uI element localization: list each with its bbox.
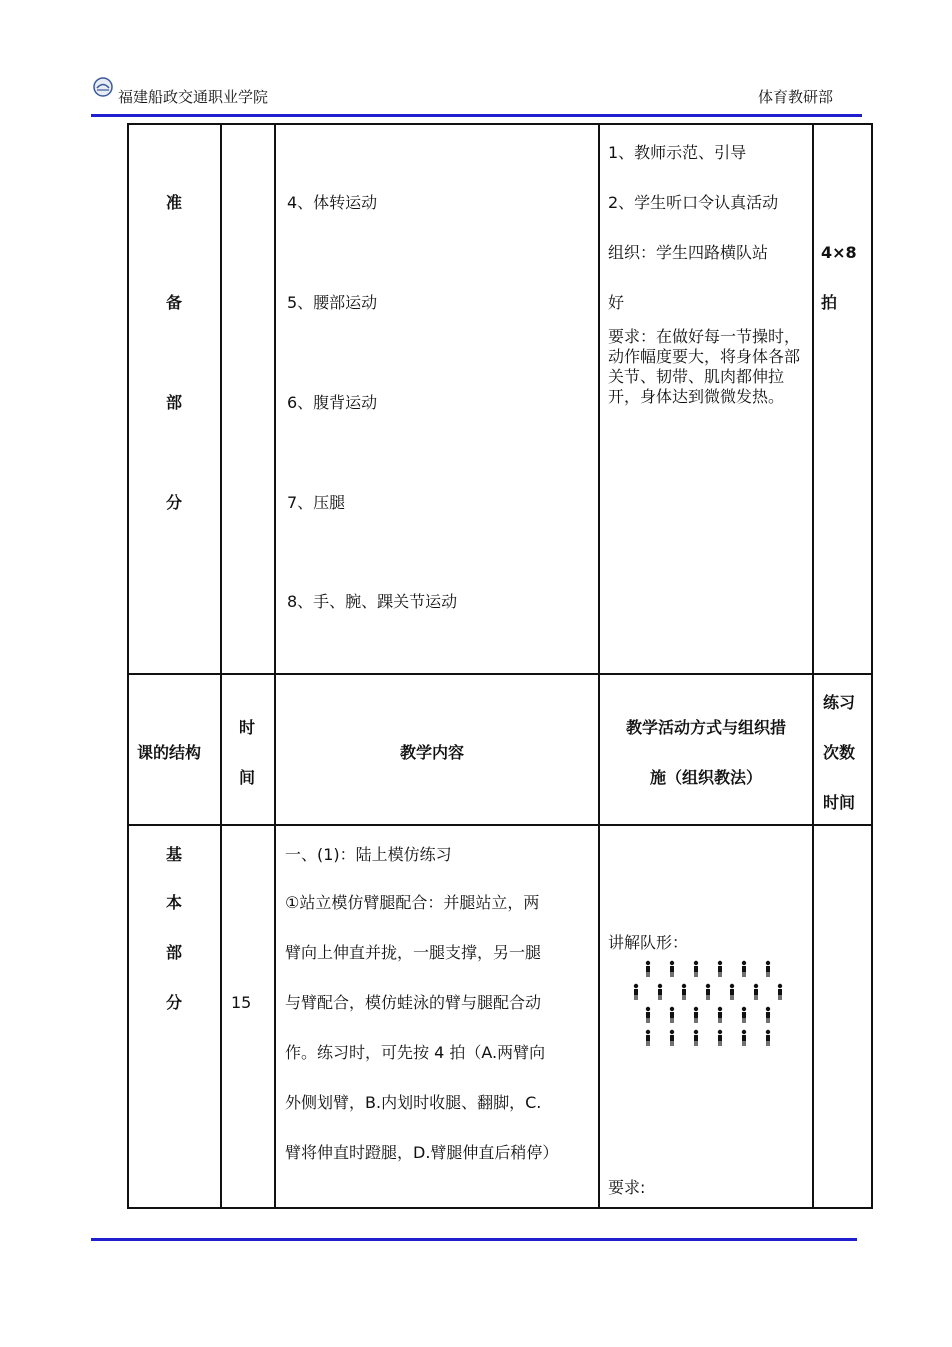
col-header-content: 教学内容 [400,743,465,762]
basic-content-line: 作。练习时，可先按 4 拍（A.两臂向 [285,1043,546,1062]
basic-time: 15 [231,993,252,1012]
prep-requirement: 要求：在做好每一节操时，动作幅度要大，将身体各部关节、韧带、肌肉都伸拉开，身体达到微微发热。 [608,327,801,406]
header-rule [91,114,862,117]
basic-structure-char: 基 [166,845,183,864]
department-name: 体育教研部 [758,88,834,106]
col-header-time: 间 [239,768,256,787]
school-seal-icon [93,77,113,97]
prep-content-item: 4、体转运动 [287,193,378,212]
col-header-methods: 教学活动方式与组织措 [625,718,786,737]
student-figure-icon [694,1007,698,1023]
prep-method-line: 1、教师示范、引导 [608,143,747,162]
student-figure-icon [694,1030,698,1046]
student-figure-icon [730,984,734,1000]
prep-method-line: 2、学生听口令认真活动 [608,193,779,212]
student-figure-icon [694,961,698,977]
basic-structure-char: 分 [166,993,183,1012]
prep-structure-char: 分 [166,493,183,512]
basic-content-line: 外侧划臂，B.内划时收腿、翻脚，C. [285,1093,542,1112]
institution-name: 福建船政交通职业学院 [118,88,269,106]
col-header-time: 时 [239,718,256,737]
basic-structure-char: 部 [166,943,183,962]
student-figure-icon [658,984,662,1000]
footer-rule [91,1238,857,1241]
prep-content-item: 6、腹背运动 [287,393,378,412]
student-figure-icon [634,984,638,1000]
prep-structure-char: 部 [166,393,183,412]
col-header-methods: 施（组织教法） [649,768,762,787]
basic-method-explain: 讲解队形： [608,933,689,952]
basic-method-require: 要求: [608,1178,646,1197]
student-figure-icon [670,961,674,977]
student-figure-icon [778,984,782,1000]
col-header-reps: 次数 [823,743,856,762]
prep-structure-char: 准 [166,193,183,212]
student-figure-icon [754,984,758,1000]
student-figure-icon [646,961,650,977]
student-figure-icon [706,984,710,1000]
col-header-reps: 时间 [823,793,856,812]
prep-structure-char: 备 [166,293,183,312]
student-figure-icon [646,1030,650,1046]
student-figure-icon [766,1030,770,1046]
basic-structure-char: 本 [166,893,183,912]
basic-content-line: 与臂配合，模仿蛙泳的臂与腿配合动 [285,993,542,1012]
student-figure-icon [682,984,686,1000]
student-figure-icon [742,1007,746,1023]
student-figure-icon [718,1030,722,1046]
student-figure-icon [766,961,770,977]
basic-content-line: ①站立模仿臂腿配合：并腿站立，两 [285,893,540,912]
prep-content-item: 8、手、腕、踝关节运动 [287,592,458,611]
student-figure-icon [718,1007,722,1023]
student-figure-icon [718,961,722,977]
prep-method-line: 组织：学生四路横队站 [608,243,769,262]
prep-method-line: 好 [608,293,625,312]
student-figure-icon [742,961,746,977]
formation-diagram [628,955,798,1085]
student-figure-icon [670,1007,674,1023]
student-figure-icon [766,1007,770,1023]
prep-reps-unit: 拍 [821,293,838,312]
col-header-structure: 课的结构 [137,743,202,762]
student-figure-icon [646,1007,650,1023]
student-figure-icon [670,1030,674,1046]
prep-content-item: 5、腰部运动 [287,293,378,312]
col-header-reps: 练习 [823,693,856,712]
basic-content-line: 臂将伸直时蹬腿，D.臂腿伸直后稍停） [285,1143,559,1162]
basic-content-line: 一、(1)：陆上模仿练习 [285,845,452,864]
prep-content-item: 7、压腿 [287,493,346,512]
prep-reps: 4×8 [821,243,857,262]
basic-content-line: 臂向上伸直并拢，一腿支撑，另一腿 [285,943,542,962]
student-figure-icon [742,1030,746,1046]
